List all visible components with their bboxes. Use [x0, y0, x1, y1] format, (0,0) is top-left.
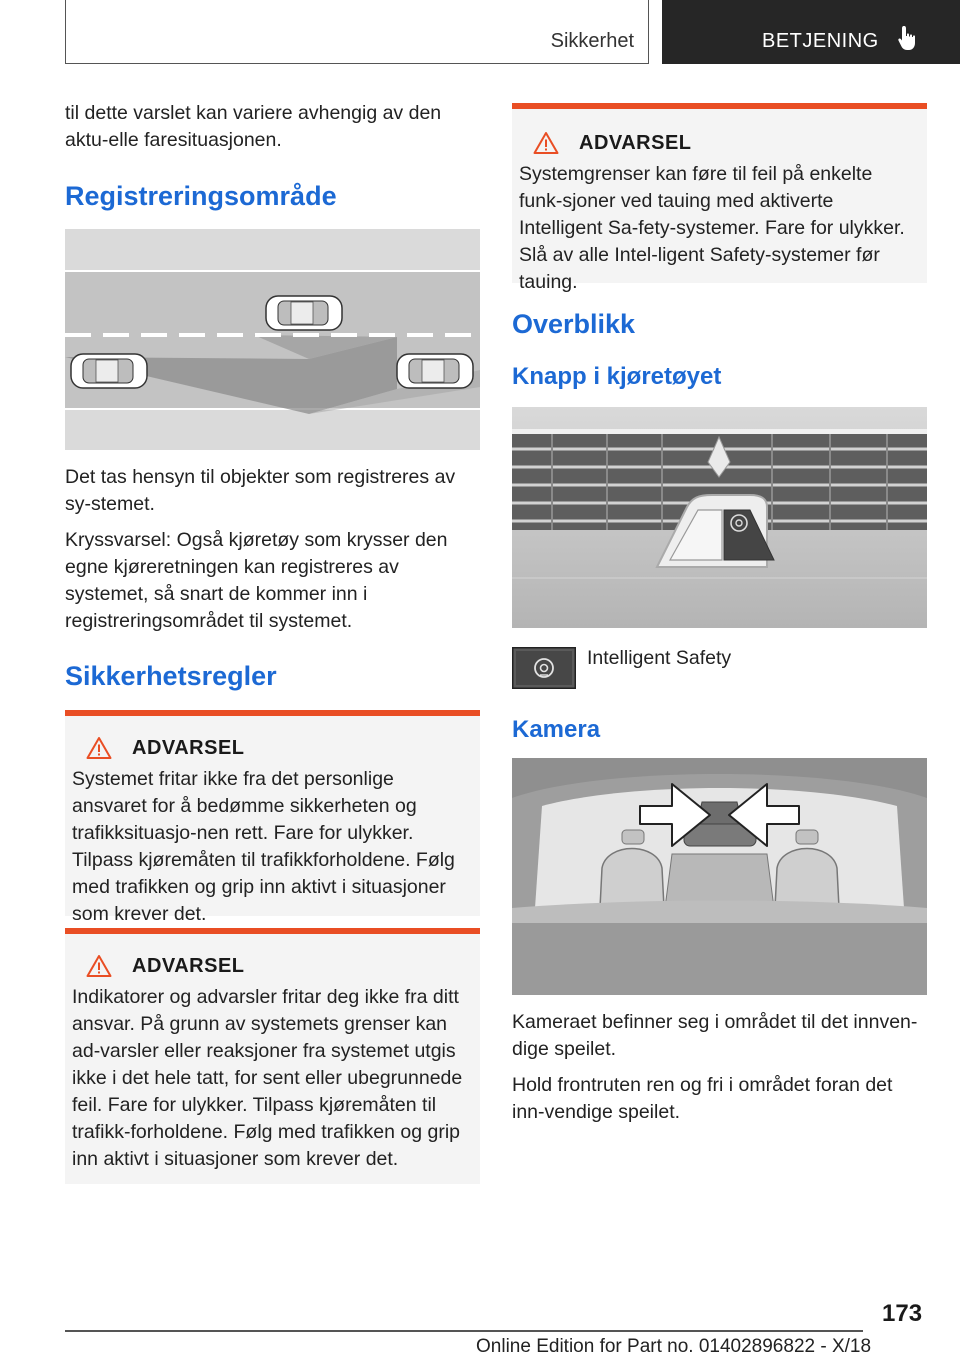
safety-rules-heading: Sikkerhetsregler — [65, 661, 277, 691]
vehicle-button-illustration — [512, 407, 927, 628]
detection-paragraph-2: Kryssvarsel: Også kjøretøy som krysser den egne kjøreretningen kan registreres av systemet, så snart de kommer inn i registreringsområdet til systemet. — [65, 529, 448, 632]
intelligent-safety-label: Intelligent Safety — [587, 647, 732, 669]
warning-box-1 — [65, 710, 480, 925]
pointing-hand-icon — [894, 24, 922, 52]
intelligent-safety-button-icon — [512, 647, 576, 689]
detection-area-heading: Registreringsområde — [65, 181, 337, 211]
page-number: 173 — [882, 1300, 923, 1327]
warning-triangle-icon — [86, 736, 112, 760]
camera-paragraph-2: Hold frontruten ren og fri i området foran det inn-vendige speilet. — [512, 1074, 893, 1123]
warning-box-2 — [65, 928, 480, 1184]
vehicle-button-heading: Knapp i kjøretøyet — [512, 363, 722, 390]
overview-heading: Overblikk — [512, 309, 636, 339]
detection-paragraph-1: Det tas hensyn til objekter som registreres av sy-stemet. — [65, 466, 456, 515]
warning-triangle-icon — [533, 131, 559, 155]
warning-text: Systemgrenser kan føre til feil på enkelte funk-sjoner ved tauing med aktiverte Intelligent Sa-fety-systemer. Fare for ulykker. Slå av alle Intel-ligent Safety-systemer før tauing. — [519, 163, 905, 293]
warning-box-3 — [512, 103, 927, 293]
warning-title: ADVARSEL — [579, 131, 692, 154]
camera-location-illustration — [512, 758, 927, 995]
header-section-title: Sikkerhet — [550, 30, 634, 52]
header-section-box — [65, 0, 649, 64]
footer-edition-text: Online Edition for Part no. 01402896822 - X/18 — [476, 1336, 872, 1357]
warning-title: ADVARSEL — [132, 736, 245, 759]
warning-triangle-icon — [86, 954, 112, 978]
button-legend-row — [512, 647, 927, 689]
camera-paragraph-1: Kameraet befinner seg i området til det innven-dige speilet. — [512, 1011, 918, 1060]
footer-divider — [65, 1330, 863, 1332]
warning-title: ADVARSEL — [132, 954, 245, 977]
header-chapter-box — [662, 0, 960, 64]
right-column — [512, 103, 927, 1135]
header-chapter-title: BETJENING — [762, 30, 879, 52]
camera-heading: Kamera — [512, 716, 601, 743]
intro-paragraph: til dette varslet kan variere avhengig av den aktu-elle faresituasjonen. — [65, 102, 442, 151]
warning-text: Systemet fritar ikke fra det personlige ansvaret for å bedømme sikkerheten og trafikksituasjo-nen rett. Fare for ulykker. Tilpass kjøremåten til trafikkforholdene. Følg med trafikken og grip inn aktivt i situasjoner som krever det. — [72, 768, 455, 925]
left-column — [65, 100, 480, 1184]
warning-text: Indikatorer og advarsler fritar deg ikke fra ditt ansvar. På grunn av systemets grenser kan ad-varsler eller reaksjoner fra systemet utgis ikke i det hele tatt, for sent eller ubegrunnede feil. Fare for ulykker. Tilpass kjøremåten til trafikk-forholdene. Følg med trafikken og grip inn aktivt i situasjoner som krever det. — [72, 986, 463, 1170]
detection-area-illustration — [65, 229, 480, 450]
